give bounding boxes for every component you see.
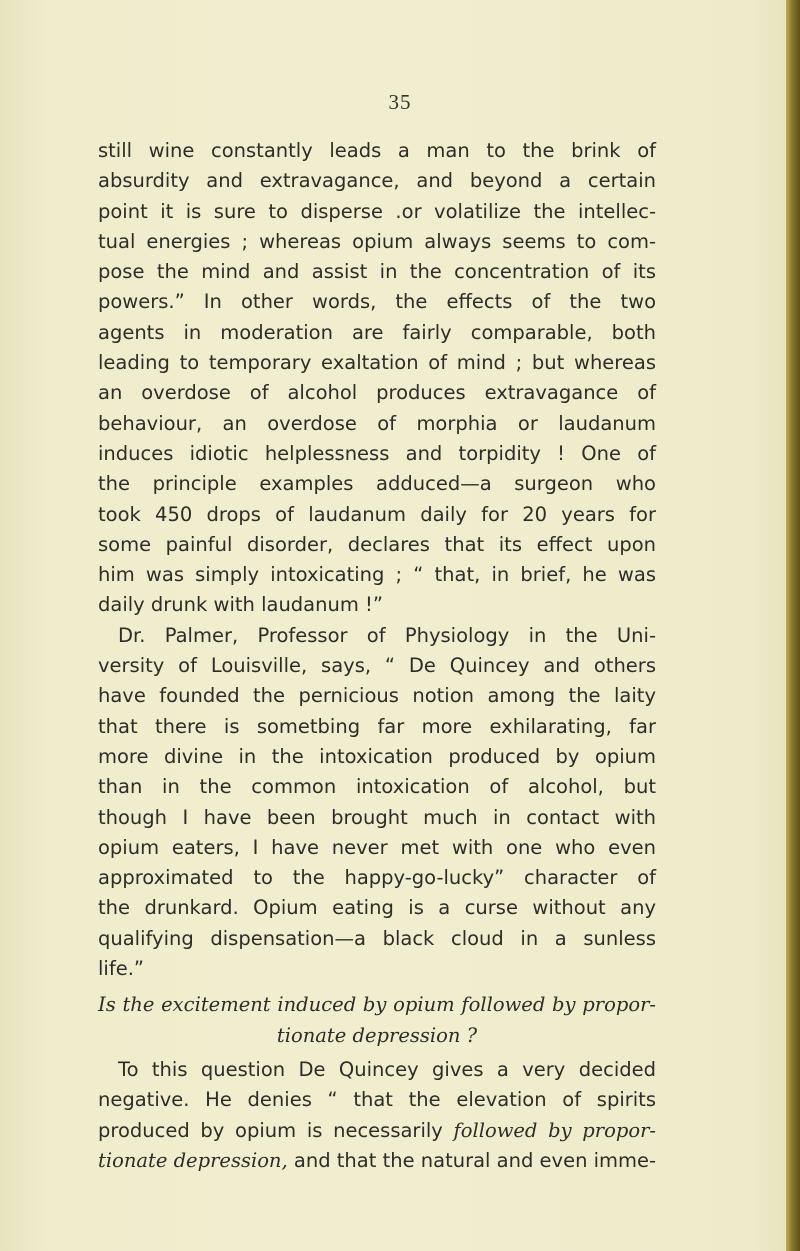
text-line: some painful disorder, declares that its effect upon: [98, 532, 656, 556]
italic-run: followed by propor-: [453, 1118, 656, 1142]
text-run: and that the natural and even imme-: [287, 1148, 657, 1172]
text-line: tual energies ; whereas opium always seems to com-: [98, 229, 656, 253]
text-line: behaviour, an overdose of morphia or laudanum: [98, 411, 656, 435]
text-line: approximated to the happy-go-lucky” character of: [98, 866, 656, 890]
text-line: opium eaters, I have never met with one who even: [98, 835, 656, 859]
text-line: negative. He denies “ that the elevation of spirits: [98, 1088, 656, 1112]
text-line: [98, 1146, 656, 1176]
text-line: the drunkard. Opium eating is a curse without any: [98, 896, 656, 920]
text-line: qualifying dispensation—a black cloud in a sunless: [98, 926, 656, 950]
body-text: [98, 136, 656, 1176]
text-line: point it is sure to disperse .or volatilize the intellec-: [98, 199, 656, 223]
section-heading-line: tionate depression ?: [276, 1023, 478, 1047]
page-edge-shadow: [786, 0, 800, 1251]
section-heading-line: Is the excitement induced by opium followed by propor-: [98, 993, 656, 1017]
text-line: leading to temporary exaltation of mind ; but whereas: [98, 351, 656, 375]
text-line: pose the mind and assist in the concentration of its: [98, 260, 656, 284]
text-line: Dr. Palmer, Professor of Physiology in the Uni-: [118, 623, 656, 647]
page-number: 35: [388, 90, 412, 114]
text-line: than in the common intoxication of alcohol, but: [98, 775, 656, 799]
text-line: [98, 1116, 656, 1146]
text-line: induces idiotic helplessness and torpidity ! One of: [98, 441, 656, 465]
text-line: him was simply intoxicating ; “ that, in brief, he was: [98, 563, 656, 587]
text-line: though I have been brought much in contact with: [98, 805, 656, 829]
text-line: versity of Louisville, says, “ De Quincey and others: [98, 654, 656, 678]
text-line: an overdose of alcohol produces extravagance of: [98, 381, 656, 405]
italic-run: tionate depression,: [98, 1148, 288, 1172]
text-line: powers.” In other words, the effects of the two: [98, 290, 656, 314]
text-line: the principle examples adduced—a surgeon who: [98, 472, 656, 496]
text-line: that there is sometbing far more exhilarating, far: [98, 714, 656, 738]
text-line: To this question De Quincey gives a very decided: [118, 1057, 656, 1081]
text-run: produced by opium is necessarily: [98, 1118, 454, 1142]
text-line: took 450 drops of laudanum daily for 20 years for: [98, 502, 656, 526]
text-line: agents in moderation are fairly comparable, both: [98, 320, 656, 344]
text-line: still wine constantly leads a man to the brink of: [98, 139, 656, 162]
text-line: absurdity and extravagance, and beyond a certain: [98, 169, 656, 193]
text-line: daily drunk with laudanum !”: [98, 593, 383, 617]
text-line: life.”: [98, 957, 144, 981]
text-line: have founded the pernicious notion among the laity: [98, 684, 656, 708]
text-line: more divine in the intoxication produced by opium: [98, 744, 656, 768]
